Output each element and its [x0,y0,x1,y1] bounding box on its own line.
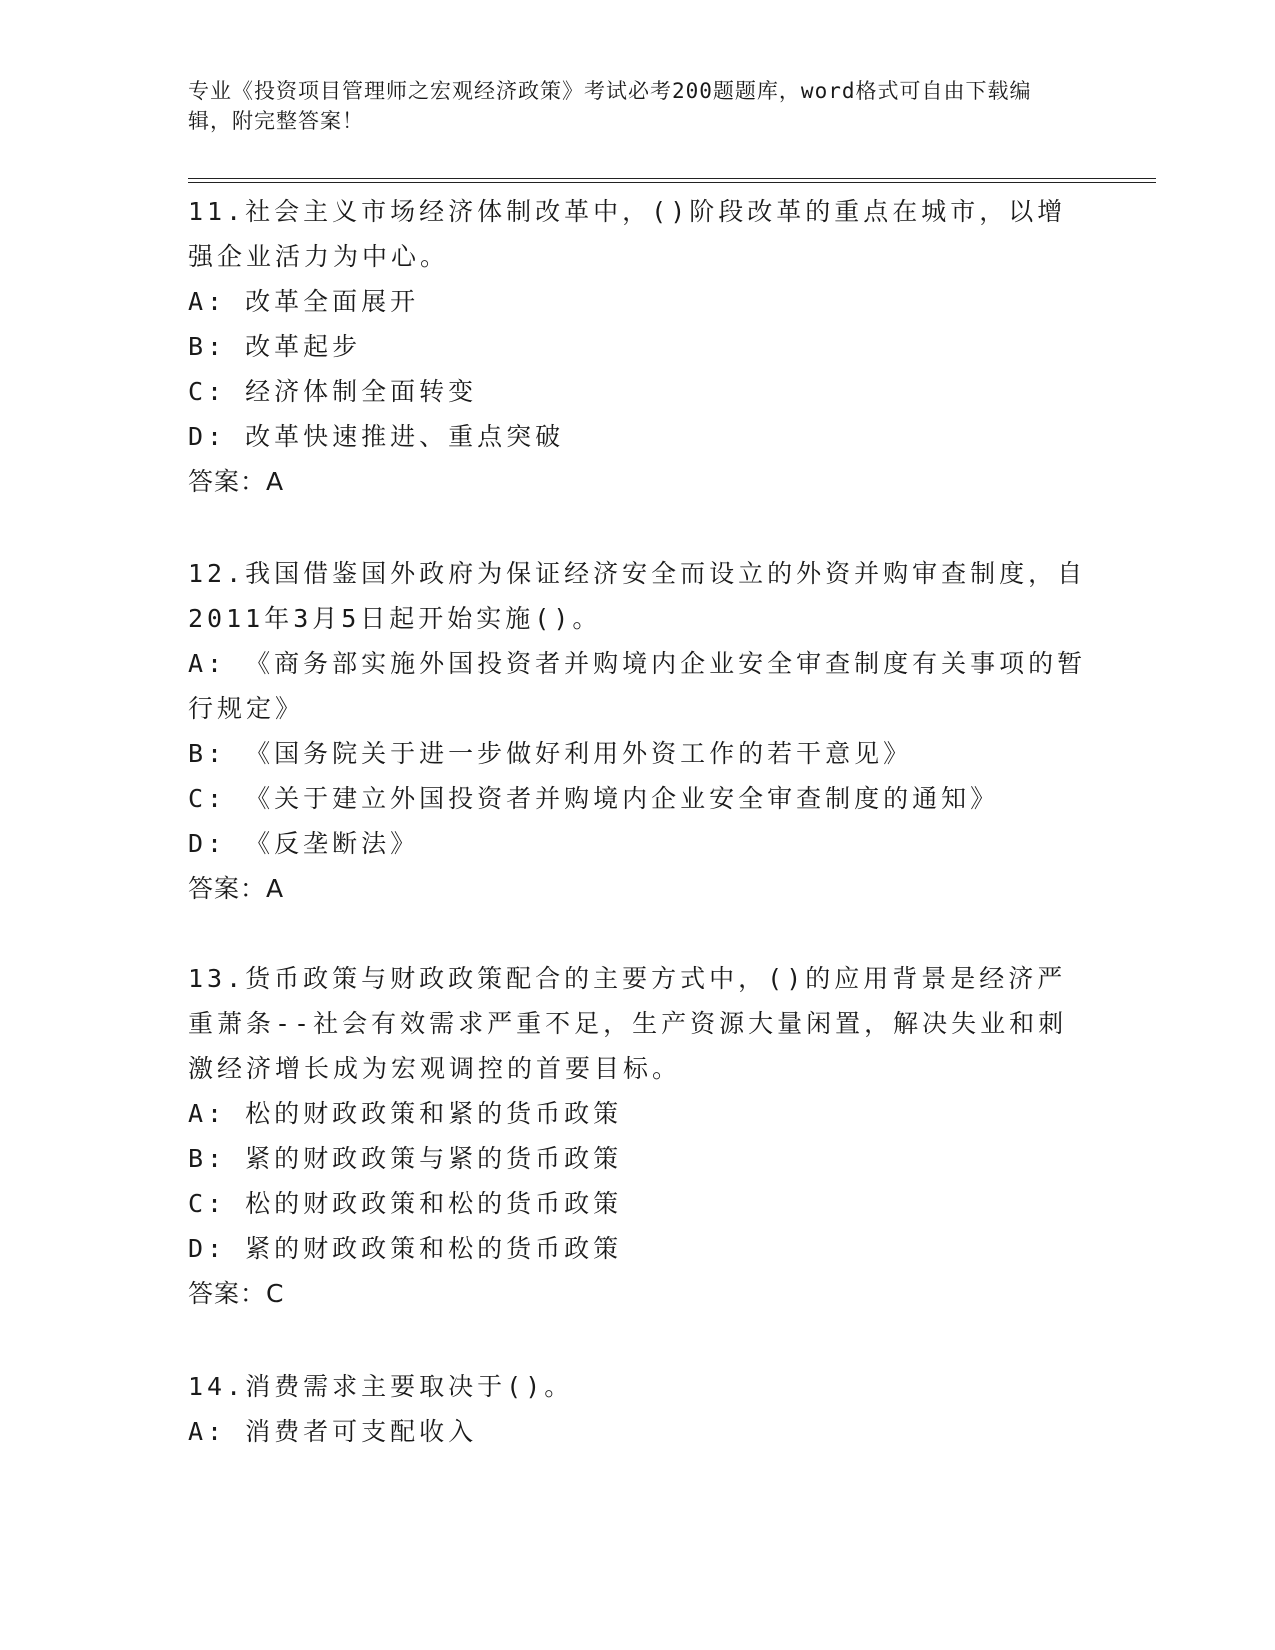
question-11 [188,189,1088,504]
option-d: D: 改革快速推进、重点突破 [188,422,565,451]
answer: 答案：C [188,1279,285,1308]
option-c: C: 《关于建立外国投资者并购境内企业安全审查制度的通知》 [188,784,1000,813]
question-stem: 13.货币政策与财政政策配合的主要方式中，()的应用背景是经济严重萧条--社会有效需求严重不足，生产资源大量闲置，解决失业和刺激经济增长成为宏观调控的首要目标。 [188,964,1068,1083]
question-12 [188,551,1088,911]
question-stem: 12.我国借鉴国外政府为保证经济安全而设立的外资并购审查制度，自2011年3月5日起开始实施()。 [188,559,1087,633]
option-b: B: 改革起步 [188,332,362,361]
option-c: C: 经济体制全面转变 [188,377,478,406]
option-b: B: 《国务院关于进一步做好利用外资工作的若干意见》 [188,739,913,768]
option-d: D: 《反垄断法》 [188,829,420,858]
option-c: C: 松的财政政策和松的货币政策 [188,1189,623,1218]
option-a: A: 改革全面展开 [188,287,420,316]
option-a: A: 松的财政政策和紧的货币政策 [188,1099,623,1128]
header-divider [188,178,1156,183]
question-14 [188,1364,1088,1454]
option-d: D: 紧的财政政策和松的货币政策 [188,1234,623,1263]
document-header: 专业《投资项目管理师之宏观经济政策》考试必考200题题库，word格式可自由下载编辑，附完整答案！ [188,79,1032,133]
question-stem: 11.社会主义市场经济体制改革中，()阶段改革的重点在城市，以增强企业活力为中心。 [188,197,1067,271]
answer: 答案：A [188,467,285,496]
question-stem: 14.消费需求主要取决于()。 [188,1372,574,1401]
option-a: A: 消费者可支配收入 [188,1417,478,1446]
option-b: B: 紧的财政政策与紧的货币政策 [188,1144,623,1173]
question-13 [188,956,1088,1316]
option-a: A: 《商务部实施外国投资者并购境内企业安全审查制度有关事项的暂行规定》 [188,649,1087,723]
answer: 答案：A [188,874,285,903]
